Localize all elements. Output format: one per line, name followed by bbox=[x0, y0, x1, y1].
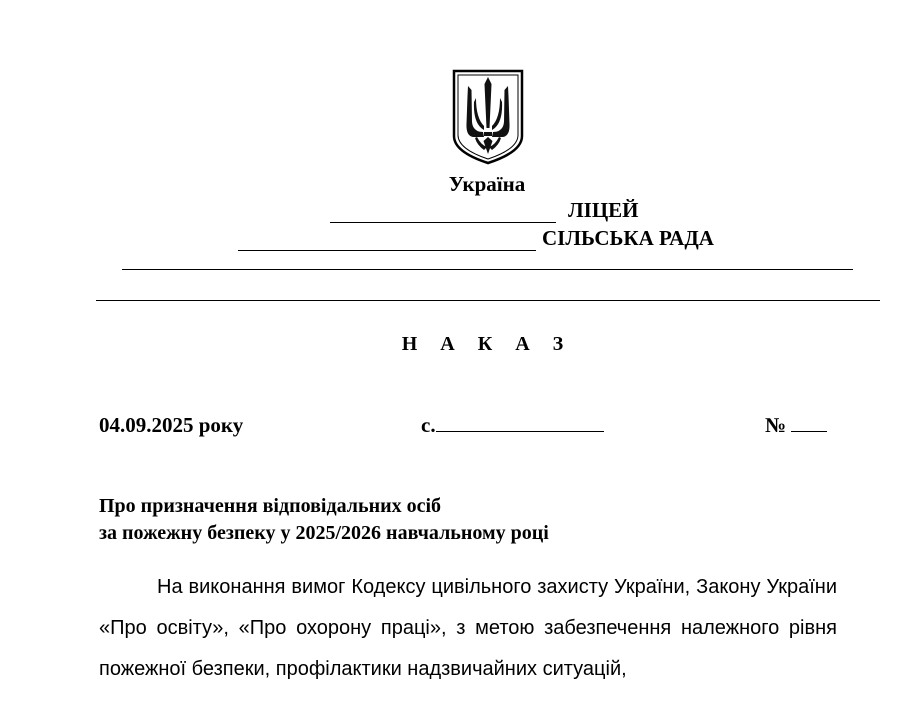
organization-type-council: СІЛЬСЬКА РАДА bbox=[542, 226, 714, 250]
subject-line-2: за пожежну безпеку у 2025/2026 навчальному році bbox=[99, 522, 549, 544]
address-line-1 bbox=[122, 269, 853, 270]
number-blank bbox=[791, 413, 827, 432]
order-body bbox=[99, 567, 837, 690]
organization-name-blank bbox=[330, 202, 556, 223]
place-prefix: с. bbox=[421, 413, 436, 437]
document-title: Н А К А З bbox=[401, 333, 573, 355]
order-date: 04.09.2025 року bbox=[99, 413, 244, 437]
order-number bbox=[765, 413, 827, 438]
country-name: Україна bbox=[448, 172, 526, 196]
organization-line-council bbox=[238, 226, 714, 251]
number-label: № bbox=[765, 413, 787, 437]
organization-type-lyceum: ЛІЦЕЙ bbox=[568, 198, 639, 222]
coat-of-arms-trident-icon bbox=[451, 68, 525, 166]
order-place bbox=[421, 413, 604, 438]
subject-line-1: Про призначення відповідальних осіб bbox=[99, 495, 442, 517]
organization-line-lyceum bbox=[330, 198, 639, 223]
place-blank bbox=[436, 413, 604, 432]
order-subject bbox=[99, 493, 549, 547]
body-paragraph: На виконання вимог Кодексу цивільного захисту України, Закону України «Про освіту», «Про охорону праці», з метою забезпечення належного рівня пожежної безпеки, профілактики надзвичайних ситуацій, bbox=[99, 576, 837, 680]
address-line-2 bbox=[96, 300, 880, 301]
council-name-blank bbox=[238, 230, 536, 251]
